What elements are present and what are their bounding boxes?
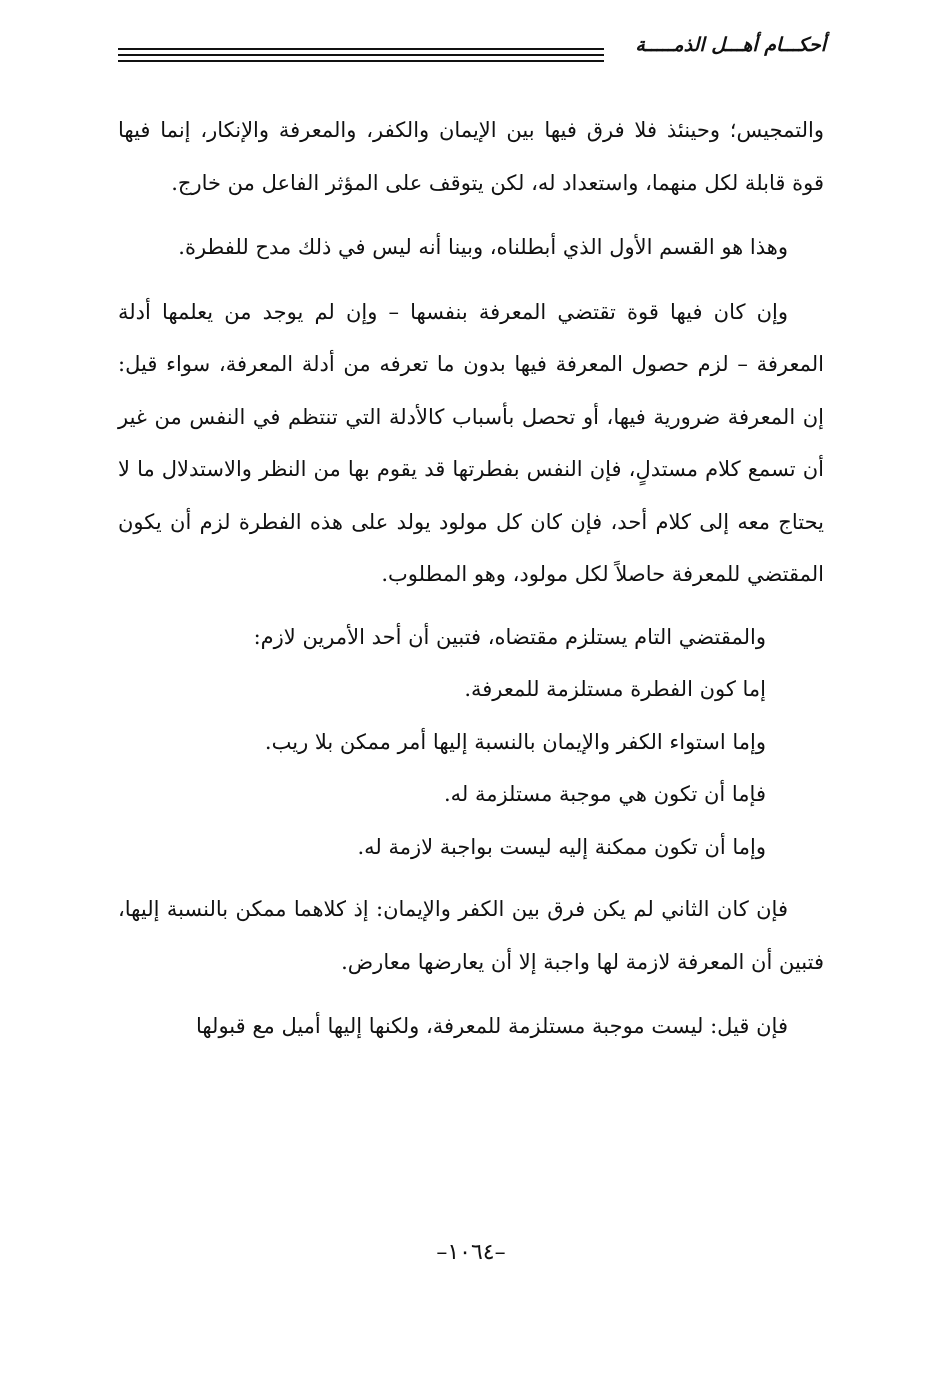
list-line-4: فإما أن تكون هي موجبة مستلزمة له. <box>443 782 766 806</box>
running-header <box>118 28 826 72</box>
list-line-1: والمقتضي التام يستلزم مقتضاه، فتبين أن أحد الأمرين لازم: <box>253 624 766 649</box>
page-number: –١٠٦٤– <box>436 1240 506 1265</box>
paragraph-3: وإن كان فيها قوة تقتضي المعرفة بنفسها – وإن لم يوجد من يعلمها أدلة المعرفة – لزم حصول المعرفة فيها بدون ما تعرفه من أدلة المعرفة، سواء قيل: إن المعرفة ضرورية فيها، أو تحصل بأسباب كالأدلة التي تنتظم في النفس من غير أن تسمع كلام مستدلٍ، فإن النفس بفطرتها قد يقوم بها من النظر والاستدلال ما لا يحتاج معه إلى كلام أحد، فإن كان كل مولود يولد على هذه الفطرة لزم أن يكون المقتضي للمعرفة حاصلاً لكل مولود، وهو المطلوب. <box>118 299 824 586</box>
list-line-2: إما كون الفطرة مستلزمة للمعرفة. <box>464 677 766 701</box>
paragraph-2: وهذا هو القسم الأول الذي أبطلناه، وبينا أنه ليس في ذلك مدح للفطرة. <box>178 235 788 259</box>
paragraph-4: فإن كان الثاني لم يكن فرق بين الكفر والإيمان: إذ كلاهما ممكن بالنسبة إليها، فتبين أن المعرفة لازمة لها واجبة إلا أن يعارضها معارض. <box>118 897 824 974</box>
book-title: أحكـــام أهـــل الذمـــــة <box>635 34 826 56</box>
list-line-5: وإما أن تكون ممكنة إليه ليست بواجبة لازمة له. <box>357 834 766 859</box>
header-rule <box>118 48 604 50</box>
header-rule <box>118 60 604 62</box>
header-rule <box>118 54 604 56</box>
list-line-3: وإما استواء الكفر والإيمان بالنسبة إليها أمر ممكن بلا ريب. <box>264 729 766 754</box>
page-body <box>118 104 824 1053</box>
paragraph-1: والتمجيس؛ وحينئذ فلا فرق فيها بين الإيمان والكفر، والمعرفة والإنكار، إنما فيها قوة قابلة لكل منهما، واستعداد له، لكن يتوقف على المؤثر الفاعل من خارج. <box>118 118 824 195</box>
paragraph-5: فإن قيل: ليست موجبة مستلزمة للمعرفة، ولكنها إليها أميل مع قبولها <box>195 1014 788 1038</box>
